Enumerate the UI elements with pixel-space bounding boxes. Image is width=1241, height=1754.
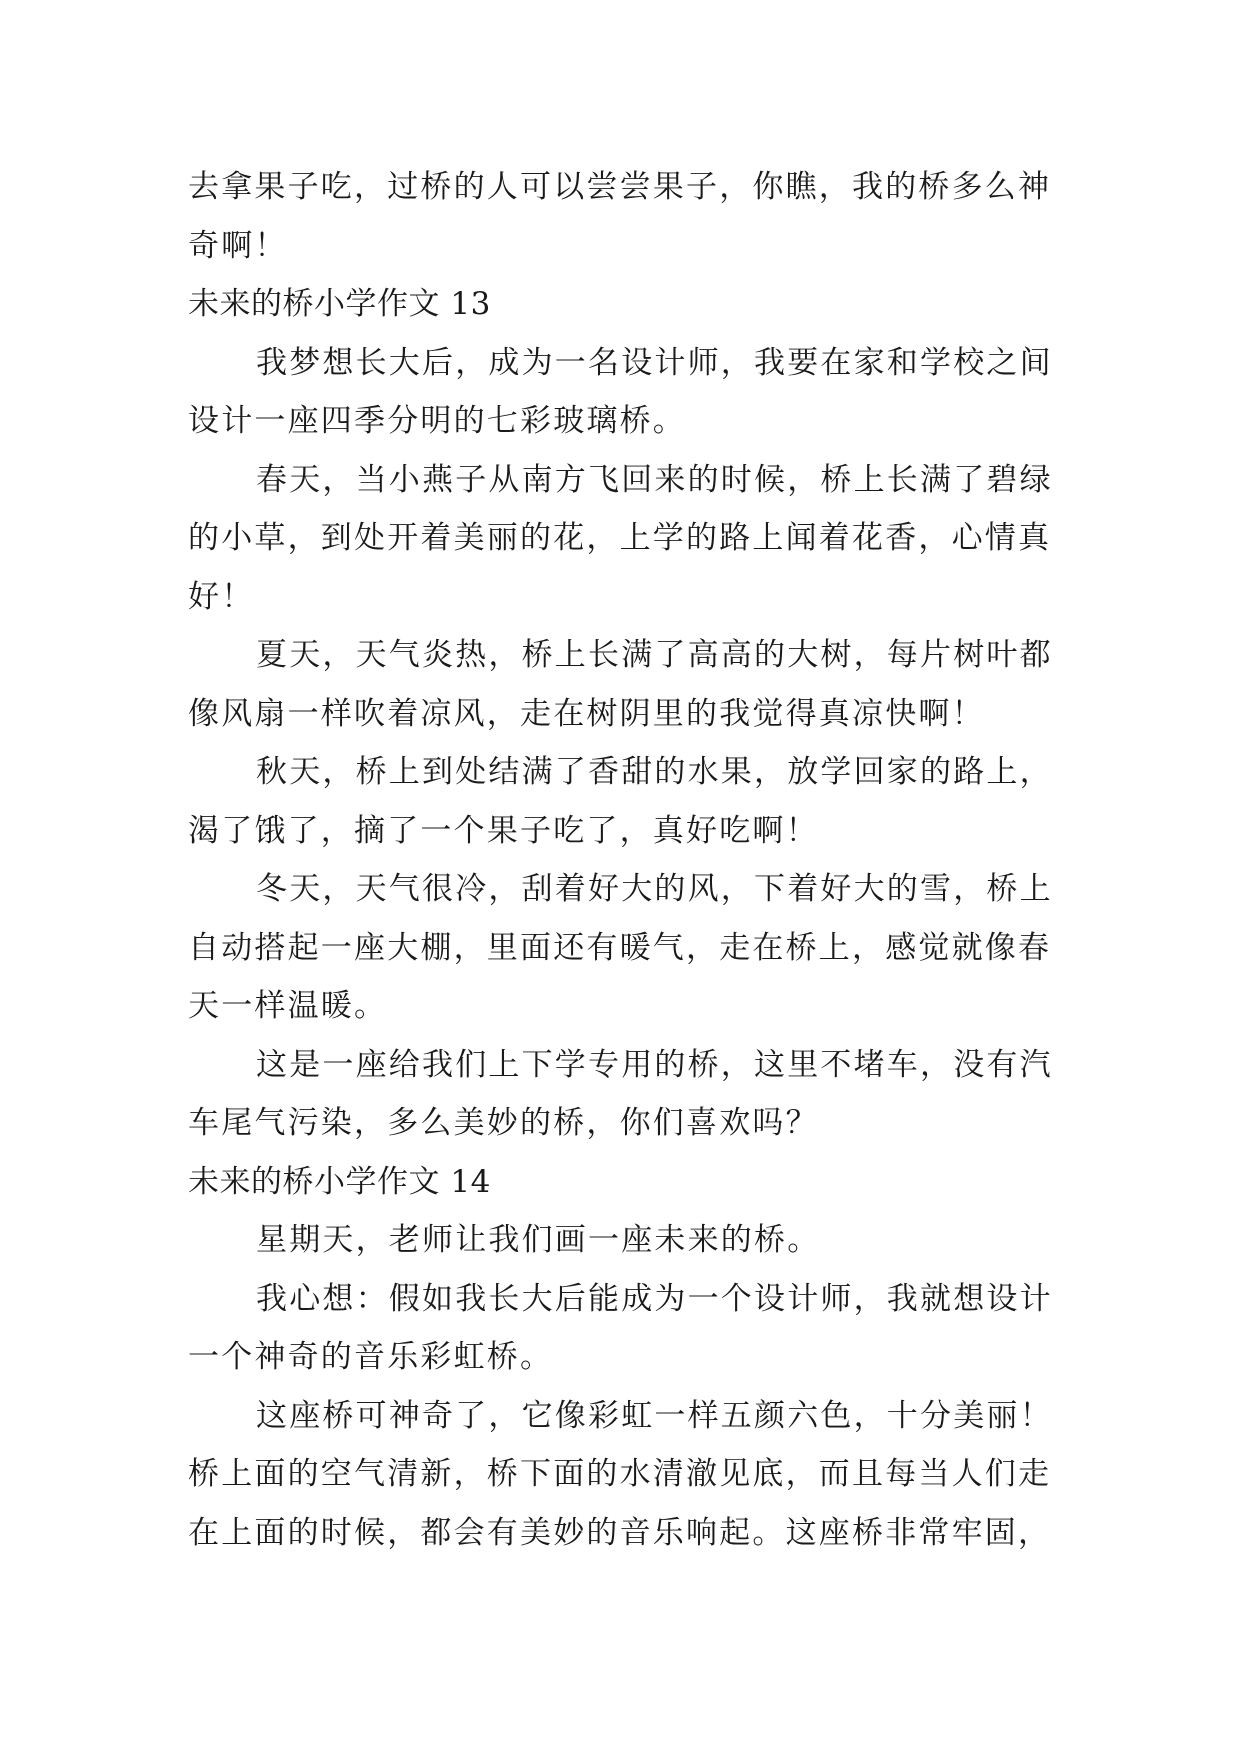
text-line: 渴了饿了，摘了一个果子吃了，真好吃啊！ [188,812,819,849]
text-line: 在上面的时候，都会有美妙的音乐响起。这座桥非常牢固， [188,1514,1052,1551]
text-line: 好！ [188,578,255,615]
text-line: 车尾气污染，多么美妙的桥，你们喜欢吗？ [188,1105,819,1141]
text-line: 一个神奇的音乐彩虹桥。 [188,1339,554,1375]
document-page [188,158,1056,1562]
text-line: 设计一座四季分明的七彩玻璃桥。 [188,403,686,439]
text-line: 这座桥可神奇了，它像彩虹一样五颜六色，十分美丽！ [256,1397,1053,1434]
text-line: 我梦想长大后，成为一名设计师，我要在家和学校之间 [256,344,1053,381]
text-line: 星期天，老师让我们画一座未来的桥。 [256,1222,821,1258]
text-line: 春天，当小燕子从南方飞回来的时候，桥上长满了碧绿 [256,461,1053,498]
section-heading: 未来的桥小学作文 14 [188,1163,491,1200]
text-line: 我心想：假如我长大后能成为一个设计师，我就想设计 [256,1280,1053,1317]
text-line: 天一样温暖。 [188,988,388,1024]
section-heading: 未来的桥小学作文 13 [188,286,491,322]
text-line: 的小草，到处开着美丽的花，上学的路上闻着花香，心情真 [188,520,1052,556]
text-line: 像风扇一样吹着凉风，走在树阴里的我觉得真凉快啊！ [188,695,985,732]
text-line: 冬天，天气很冷，刮着好大的风，下着好大的雪，桥上 [256,871,1053,907]
text-line: 奇啊！ [188,227,288,264]
text-line: 去拿果子吃，过桥的人可以尝尝果子，你瞧，我的桥多么神 [188,169,1052,205]
text-line: 桥上面的空气清新，桥下面的水清澈见底，而且每当人们走 [188,1456,1052,1492]
text-line: 夏天，天气炎热，桥上长满了高高的大树，每片树叶都 [256,637,1053,673]
text-line: 自动搭起一座大棚，里面还有暖气，走在桥上，感觉就像春 [188,929,1052,966]
text-line: 这是一座给我们上下学专用的桥，这里不堵车，没有汽 [256,1046,1053,1083]
text-line: 秋天，桥上到处结满了香甜的水果，放学回家的路上， [256,754,1053,790]
